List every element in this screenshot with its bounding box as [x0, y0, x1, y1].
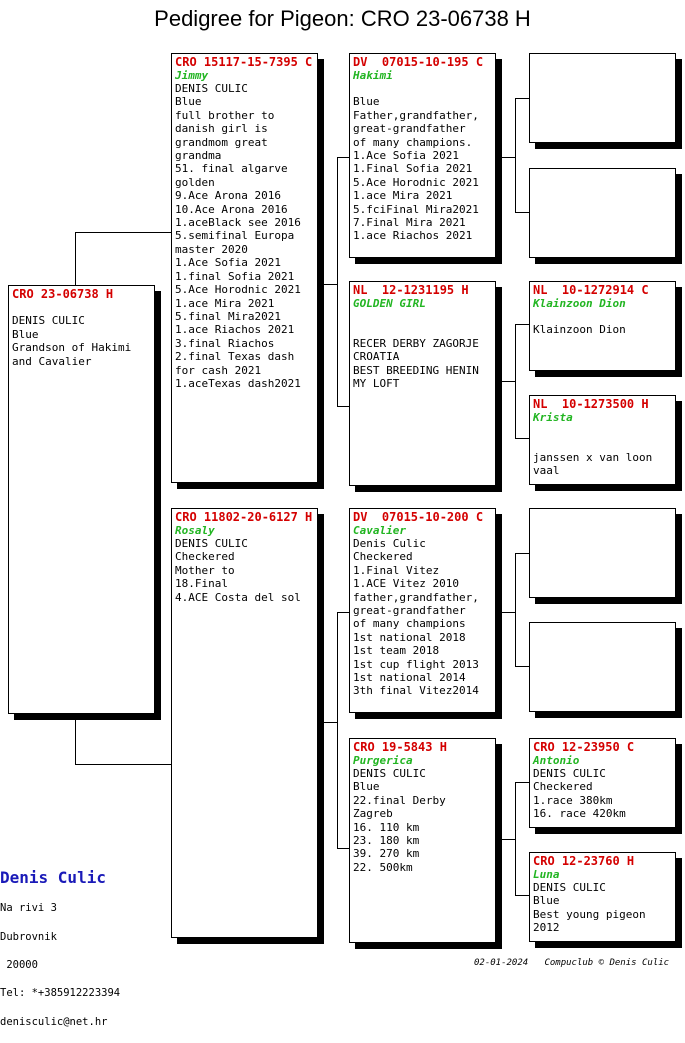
pedigree-line: Blue [533, 894, 560, 908]
connector-line [515, 324, 516, 439]
pedigree-line: 1.Final Sofia 2021 [353, 162, 473, 176]
gen4-card-1[interactable] [529, 53, 676, 143]
pedigree-line: 1.race 380km [533, 793, 613, 807]
pedigree-line: Checkered [533, 780, 593, 794]
pedigree-line: 4.ACE Costa del sol [175, 590, 301, 604]
pedigree-line: and Cavalier [12, 354, 92, 368]
gen4-card-2[interactable] [529, 168, 676, 258]
pedigree-line: DENIS CULIC [533, 881, 606, 894]
pedigree-line: master 2020 [175, 242, 248, 256]
spacer [12, 301, 151, 314]
pedigree-line: DENIS CULIC [353, 767, 426, 780]
pedigree-line: 18.Final [175, 577, 228, 591]
pedigree-line: grandmom great [175, 135, 268, 149]
pedigree-line: Best young pigeon [533, 907, 646, 921]
gen4-card-5[interactable] [529, 508, 676, 598]
dam-sire-card[interactable] [349, 508, 496, 713]
pedigree-line: great-grandfather [353, 604, 466, 618]
pedigree-line: 1.aceTexas dash2021 [175, 376, 301, 390]
pedigree-line: 1.Ace Sofia 2021 [175, 256, 281, 270]
connector-line [323, 284, 338, 285]
ring-number: CRO 12-23760 H [533, 854, 635, 868]
pedigree-line: CROATIA [353, 350, 400, 364]
print-date: 02-01-2024 [474, 958, 529, 968]
pigeon-name: Jimmy [175, 69, 209, 82]
connector-line [515, 438, 529, 439]
ring-number: CRO 15117-15-7395 C [175, 55, 313, 69]
connector-line [75, 764, 171, 765]
ring-number: NL 10-1272914 C [533, 283, 649, 297]
owner-phone: Tel: *+385912223394 [0, 987, 121, 1000]
pedigree-line: Mother to [175, 563, 235, 577]
pedigree-line: for cash 2021 [175, 363, 262, 377]
pedigree-line: 51. final algarve [175, 162, 288, 176]
gen4-card-6[interactable] [529, 622, 676, 712]
pedigree-line: DENIS CULIC [175, 537, 248, 550]
owner-name: Denis Culic [0, 868, 106, 887]
spacer [533, 424, 672, 437]
pedigree-line: 5.Ace Horodnic 2021 [353, 175, 479, 189]
connector-line [323, 722, 338, 723]
spacer [353, 310, 492, 323]
pigeon-name: Klainzoon Dion [533, 297, 626, 310]
pedigree-line: 1.aceBlack see 2016 [175, 216, 301, 230]
pedigree-line: Denis Culic [353, 537, 426, 550]
spacer [533, 310, 672, 323]
pedigree-line: golden [175, 175, 215, 189]
pedigree-line: BEST BREEDING HENIN [353, 363, 479, 377]
pedigree-line: 22. 500km [353, 860, 413, 874]
ring-number: CRO 12-23950 C [533, 740, 635, 754]
connector-line [515, 553, 516, 667]
pedigree-line: father,grandfather, [353, 590, 479, 604]
pedigree-line: of many champions. [353, 135, 473, 149]
pedigree-line: 3th final Vitez2014 [353, 684, 479, 698]
connector-line [515, 782, 516, 896]
pedigree-line: 1.ace Riachos 2021 [175, 323, 295, 337]
pedigree-line: 1.ace Mira 2021 [175, 296, 275, 310]
pedigree-line: Checkered [353, 550, 413, 564]
pigeon-name: GOLDEN GIRL [353, 297, 426, 310]
connector-line [515, 553, 529, 554]
connector-line [501, 839, 516, 840]
gen4-card-3[interactable] [529, 281, 676, 371]
connector-line [515, 324, 529, 325]
pedigree-line: 1.ace Riachos 2021 [353, 229, 473, 243]
connector-line [501, 157, 516, 158]
connector-line [75, 720, 76, 764]
owner-address-line: Na rivi 3 [0, 902, 57, 915]
pedigree-line: 16. race 420km [533, 807, 626, 821]
pedigree-line: RECER DERBY ZAGORJE [353, 336, 479, 350]
connector-line [501, 381, 516, 382]
sire-sire-card[interactable] [349, 53, 496, 258]
connector-line [515, 895, 529, 896]
pedigree-line: 1.Ace Sofia 2021 [353, 149, 459, 163]
pedigree-line: 10.Ace Arona 2016 [175, 202, 288, 216]
pedigree-line: 2.final Texas dash [175, 350, 295, 364]
pedigree-line: Father,grandfather, [353, 108, 479, 122]
pedigree-line: DENIS CULIC [175, 82, 248, 95]
gen4-card-7[interactable] [529, 738, 676, 828]
pedigree-line: DENIS CULIC [12, 314, 85, 328]
connector-line [337, 848, 349, 849]
gen4-card-4[interactable] [529, 395, 676, 485]
pedigree-line: Blue [353, 95, 380, 109]
pigeon-name: Antonio [533, 754, 580, 767]
pedigree-line: 39. 270 km [353, 847, 420, 861]
pedigree-line: Grandson of Hakimi [12, 341, 132, 355]
pedigree-line: janssen x van loon [533, 450, 653, 464]
owner-email[interactable]: denisculic@net.hr [0, 1015, 108, 1028]
pedigree-line: 5.semifinal Europa [175, 229, 295, 243]
pedigree-line: 1st team 2018 [353, 644, 440, 658]
pedigree-line: 22.final Derby [353, 793, 446, 807]
owner-address-line: 20000 [0, 959, 38, 972]
ring-number: NL 12-1231195 H [353, 283, 469, 297]
connector-line [337, 157, 338, 407]
dam-card[interactable] [171, 508, 318, 938]
pedigree-line: 7.Final Mira 2021 [353, 216, 466, 230]
ring-number: NL 10-1273500 H [533, 397, 649, 411]
pigeon-name: Krista [533, 411, 573, 424]
pedigree-line: full brother to [175, 108, 275, 122]
pedigree-line: 1st cup flight 2013 [353, 657, 479, 671]
ring-number: CRO 11802-20-6127 H [175, 510, 313, 524]
pedigree-line: 9.Ace Arona 2016 [175, 189, 281, 203]
pedigree-line: 1st national 2018 [353, 630, 466, 644]
pedigree-line: Zagreb [353, 807, 393, 821]
pedigree-line: of many champions [353, 617, 466, 631]
pedigree-line: Blue [175, 95, 202, 109]
subject-card[interactable] [8, 285, 155, 714]
ring-number: CRO 23-06738 H [12, 287, 114, 301]
gen4-card-8[interactable] [529, 852, 676, 942]
pedigree-line: 5.fciFinal Mira2021 [353, 202, 479, 216]
connector-line [337, 612, 338, 849]
spacer [353, 323, 492, 336]
connector-line [515, 782, 529, 783]
sire-card[interactable] [171, 53, 318, 483]
connector-line [337, 612, 349, 613]
ring-number: DV 07015-10-195 C [353, 55, 484, 69]
pedigree-line: MY LOFT [353, 377, 400, 390]
owner-address [0, 887, 120, 1043]
ring-number: DV 07015-10-200 C [353, 510, 484, 524]
pedigree-line: DENIS CULIC [533, 767, 606, 780]
pedigree-line: 1.ACE Vitez 2010 [353, 577, 459, 591]
pigeon-name: Luna [533, 868, 560, 881]
pigeon-name: Purgerica [353, 754, 413, 767]
pedigree-line: Checkered [175, 550, 235, 564]
pedigree-line: 5.Ace Horodnic 2021 [175, 283, 301, 297]
pedigree-line: great-grandfather [353, 122, 466, 136]
pedigree-line: Blue [12, 327, 39, 341]
pedigree-line: 1st national 2014 [353, 671, 466, 685]
pedigree-line: Klainzoon Dion [533, 323, 626, 337]
connector-line [501, 612, 516, 613]
pedigree-line: 1.final Sofia 2021 [175, 269, 295, 283]
pedigree-line: 23. 180 km [353, 834, 420, 848]
dam-dam-card[interactable] [349, 738, 496, 943]
pigeon-name: Rosaly [175, 524, 215, 537]
connector-line [337, 157, 349, 158]
connector-line [75, 232, 76, 285]
pedigree-line: 5.final Mira2021 [175, 309, 281, 323]
connector-line [515, 666, 529, 667]
footer-credit: Compuclub © Denis Culic [544, 958, 670, 968]
pedigree-line: 3.final Riachos [175, 336, 275, 350]
spacer [353, 82, 492, 95]
pigeon-name: Cavalier [353, 524, 406, 537]
pedigree-line: vaal [533, 464, 560, 478]
footer [474, 958, 669, 968]
pedigree-line: 16. 110 km [353, 820, 420, 834]
pedigree-line: 1.ace Mira 2021 [353, 189, 453, 203]
connector-line [75, 232, 171, 233]
connector-line [337, 406, 349, 407]
pigeon-name: Hakimi [353, 69, 393, 82]
connector-line [515, 98, 529, 99]
owner-address-line: Dubrovnik [0, 930, 57, 943]
ring-number: CRO 19-5843 H [353, 740, 447, 754]
pedigree-line: danish girl is [175, 122, 268, 136]
connector-line [515, 98, 516, 213]
pedigree-line: Blue [353, 780, 380, 794]
pedigree-line: grandma [175, 149, 222, 163]
page-title: Pedigree for Pigeon: CRO 23-06738 H [154, 6, 531, 31]
spacer [533, 437, 672, 450]
connector-line [515, 212, 529, 213]
pedigree-line: 2012 [533, 921, 560, 935]
sire-dam-card[interactable] [349, 281, 496, 486]
pedigree-line: 1.Final Vitez [353, 563, 440, 577]
